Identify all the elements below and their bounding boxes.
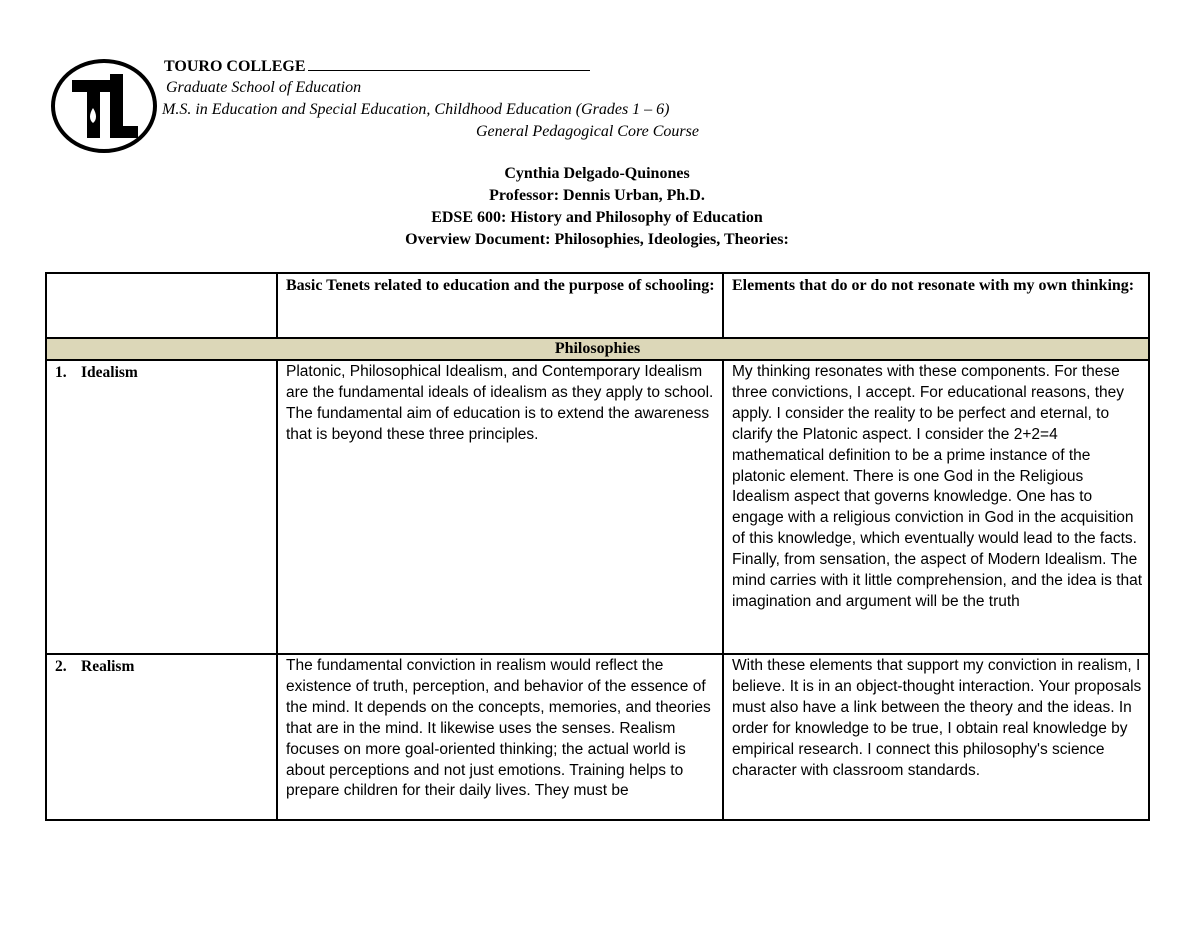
course-type: General Pedagogical Core Course (476, 123, 699, 140)
row-label-realism: 2. Realism (46, 654, 277, 820)
table-header-row (46, 273, 1149, 338)
header-cell-tenets: Basic Tenets related to education and the purpose of schooling: (277, 273, 723, 338)
table-row (46, 654, 1149, 820)
tenets-cell: Platonic, Philosophical Idealism, and Contemporary Idealism are the fundamental ideals of idealism as they apply to school. The fundamental aim of education is to extend the awareness that is beyond these three principles. (277, 360, 723, 654)
title-block (0, 163, 1194, 251)
college-name: TOURO COLLEGE (164, 55, 590, 78)
resonance-cell: My thinking resonates with these components. For these three convictions, I accept. For educational reasons, they apply. I consider the reality to be perfect and eternal, to clarify the Platonic aspect. I consider the 2+2=4 mathematical definition to be a prime instance of the platonic element. There is one God in the Religious Idealism aspect that governs knowledge. One has to engage with a religious conviction in God in the acquisition of this knowledge, which eventually would lead to the facts. Finally, from sensation, the aspect of Modern Idealism. The mind carries with it little comprehension, and the idea is that imagination and argument will be the truth (723, 360, 1149, 654)
school-name: Graduate School of Education (166, 79, 362, 96)
table-row (46, 360, 1149, 654)
course-title: EDSE 600: History and Philosophy of Education (431, 209, 763, 226)
resonance-cell: With these elements that support my conviction in realism, I believe. It is in an object-thought interaction. Your proposals must also have a link between the theory and the ideas. In order for knowledge to be true, I obtain real knowledge by empirical research. I connect this philosophy's science character with classroom standards. (723, 654, 1149, 820)
section-row-philosophies (46, 338, 1149, 360)
header-cell-topic (46, 273, 277, 338)
row-label-idealism: 1. Idealism (46, 360, 277, 654)
tenets-cell: The fundamental conviction in realism would reflect the existence of truth, perception, and behavior of the essence of the mind. It depends on the concepts, memories, and theories that are in the mind. It likewise uses the senses. Realism focuses on more goal-oriented thinking; the actual world is about perceptions and not just emotions. Training helps to prepare children for their daily lives. They must be (277, 654, 723, 820)
section-label: Philosophies (46, 338, 1149, 360)
student-name: Cynthia Delgado-Quinones (504, 165, 690, 182)
program-name: M.S. in Education and Special Education, Childhood Education (Grades 1 – 6) (162, 101, 670, 118)
header-cell-resonance: Elements that do or do not resonate with my own thinking: (723, 273, 1149, 338)
professor-name: Professor: Dennis Urban, Ph.D. (489, 187, 705, 204)
touro-college-logo (50, 56, 160, 156)
overview-table (45, 272, 1150, 821)
document-title: Overview Document: Philosophies, Ideologies, Theories: (405, 231, 789, 248)
